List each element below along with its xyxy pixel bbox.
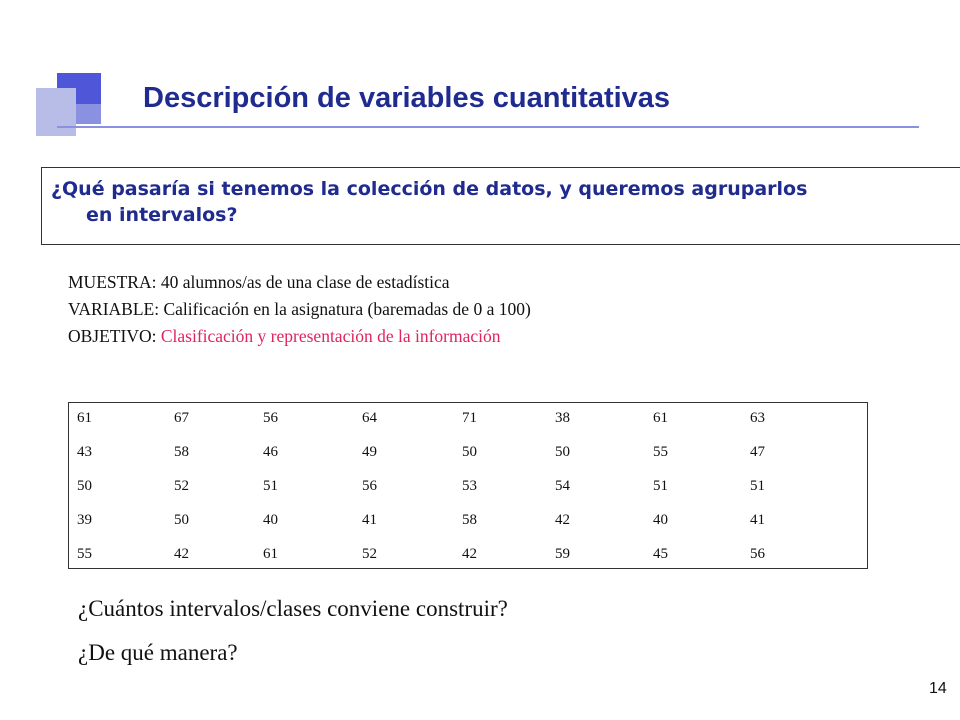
table-cell: 55 [653,444,668,460]
table-cell: 61 [653,410,668,426]
table-cell: 63 [750,410,765,426]
table-cell: 50 [555,444,570,460]
table-cell: 61 [263,546,278,562]
table-cell: 56 [362,478,377,494]
variable-label: VARIABLE: [68,299,160,319]
table-cell: 42 [462,546,477,562]
slide-title: Descripción de variables cuantitativas [143,82,671,114]
table-cell: 42 [174,546,189,562]
table-cell: 49 [362,444,377,460]
question-line-2: en intervalos? [86,204,238,226]
table-cell: 58 [174,444,189,460]
table-cell: 67 [174,410,189,426]
table-cell: 47 [750,444,765,460]
table-cell: 52 [174,478,189,494]
table-cell: 56 [263,410,278,426]
table-cell: 58 [462,512,477,528]
decorative-square-overlap [76,104,101,124]
table-cell: 64 [362,410,377,426]
table-cell: 50 [462,444,477,460]
question-manner: ¿De qué manera? [78,640,238,665]
table-cell: 54 [555,478,570,494]
info-muestra [68,272,450,293]
table-cell: 40 [263,512,278,528]
question-intervals: ¿Cuántos intervalos/clases conviene construir? [78,596,508,621]
table-cell: 71 [462,410,477,426]
variable-value: Calificación en la asignatura (baremadas de 0 a 100) [159,299,531,319]
question-line-1: ¿Qué pasaría si tenemos la colección de datos, y queremos agruparlos [51,178,808,200]
table-cell: 41 [750,512,765,528]
objetivo-value: Clasificación y representación de la información [156,326,501,346]
table-cell: 53 [462,478,477,494]
table-cell: 38 [555,410,570,426]
table-cell: 42 [555,512,570,528]
table-cell: 39 [77,512,92,528]
data-table [68,402,868,569]
table-cell: 59 [555,546,570,562]
table-cell: 50 [174,512,189,528]
muestra-value: 40 alumnos/as de una clase de estadística [156,272,450,292]
table-cell: 61 [77,410,92,426]
table-cell: 50 [77,478,92,494]
muestra-label: MUESTRA: [68,272,157,292]
table-cell: 41 [362,512,377,528]
objetivo-label: OBJETIVO: [68,326,157,346]
info-objetivo [68,326,501,347]
table-cell: 51 [750,478,765,494]
table-cell: 56 [750,546,765,562]
info-variable [68,299,531,320]
table-cell: 40 [653,512,668,528]
table-cell: 52 [362,546,377,562]
table-cell: 46 [263,444,278,460]
decorative-square-light [36,88,76,136]
table-cell: 55 [77,546,92,562]
table-cell: 45 [653,546,668,562]
table-cell: 51 [653,478,668,494]
page-number: 14 [929,680,947,697]
table-cell: 43 [77,444,92,460]
title-underline [57,126,919,128]
table-cell: 51 [263,478,278,494]
question-text [52,176,912,228]
